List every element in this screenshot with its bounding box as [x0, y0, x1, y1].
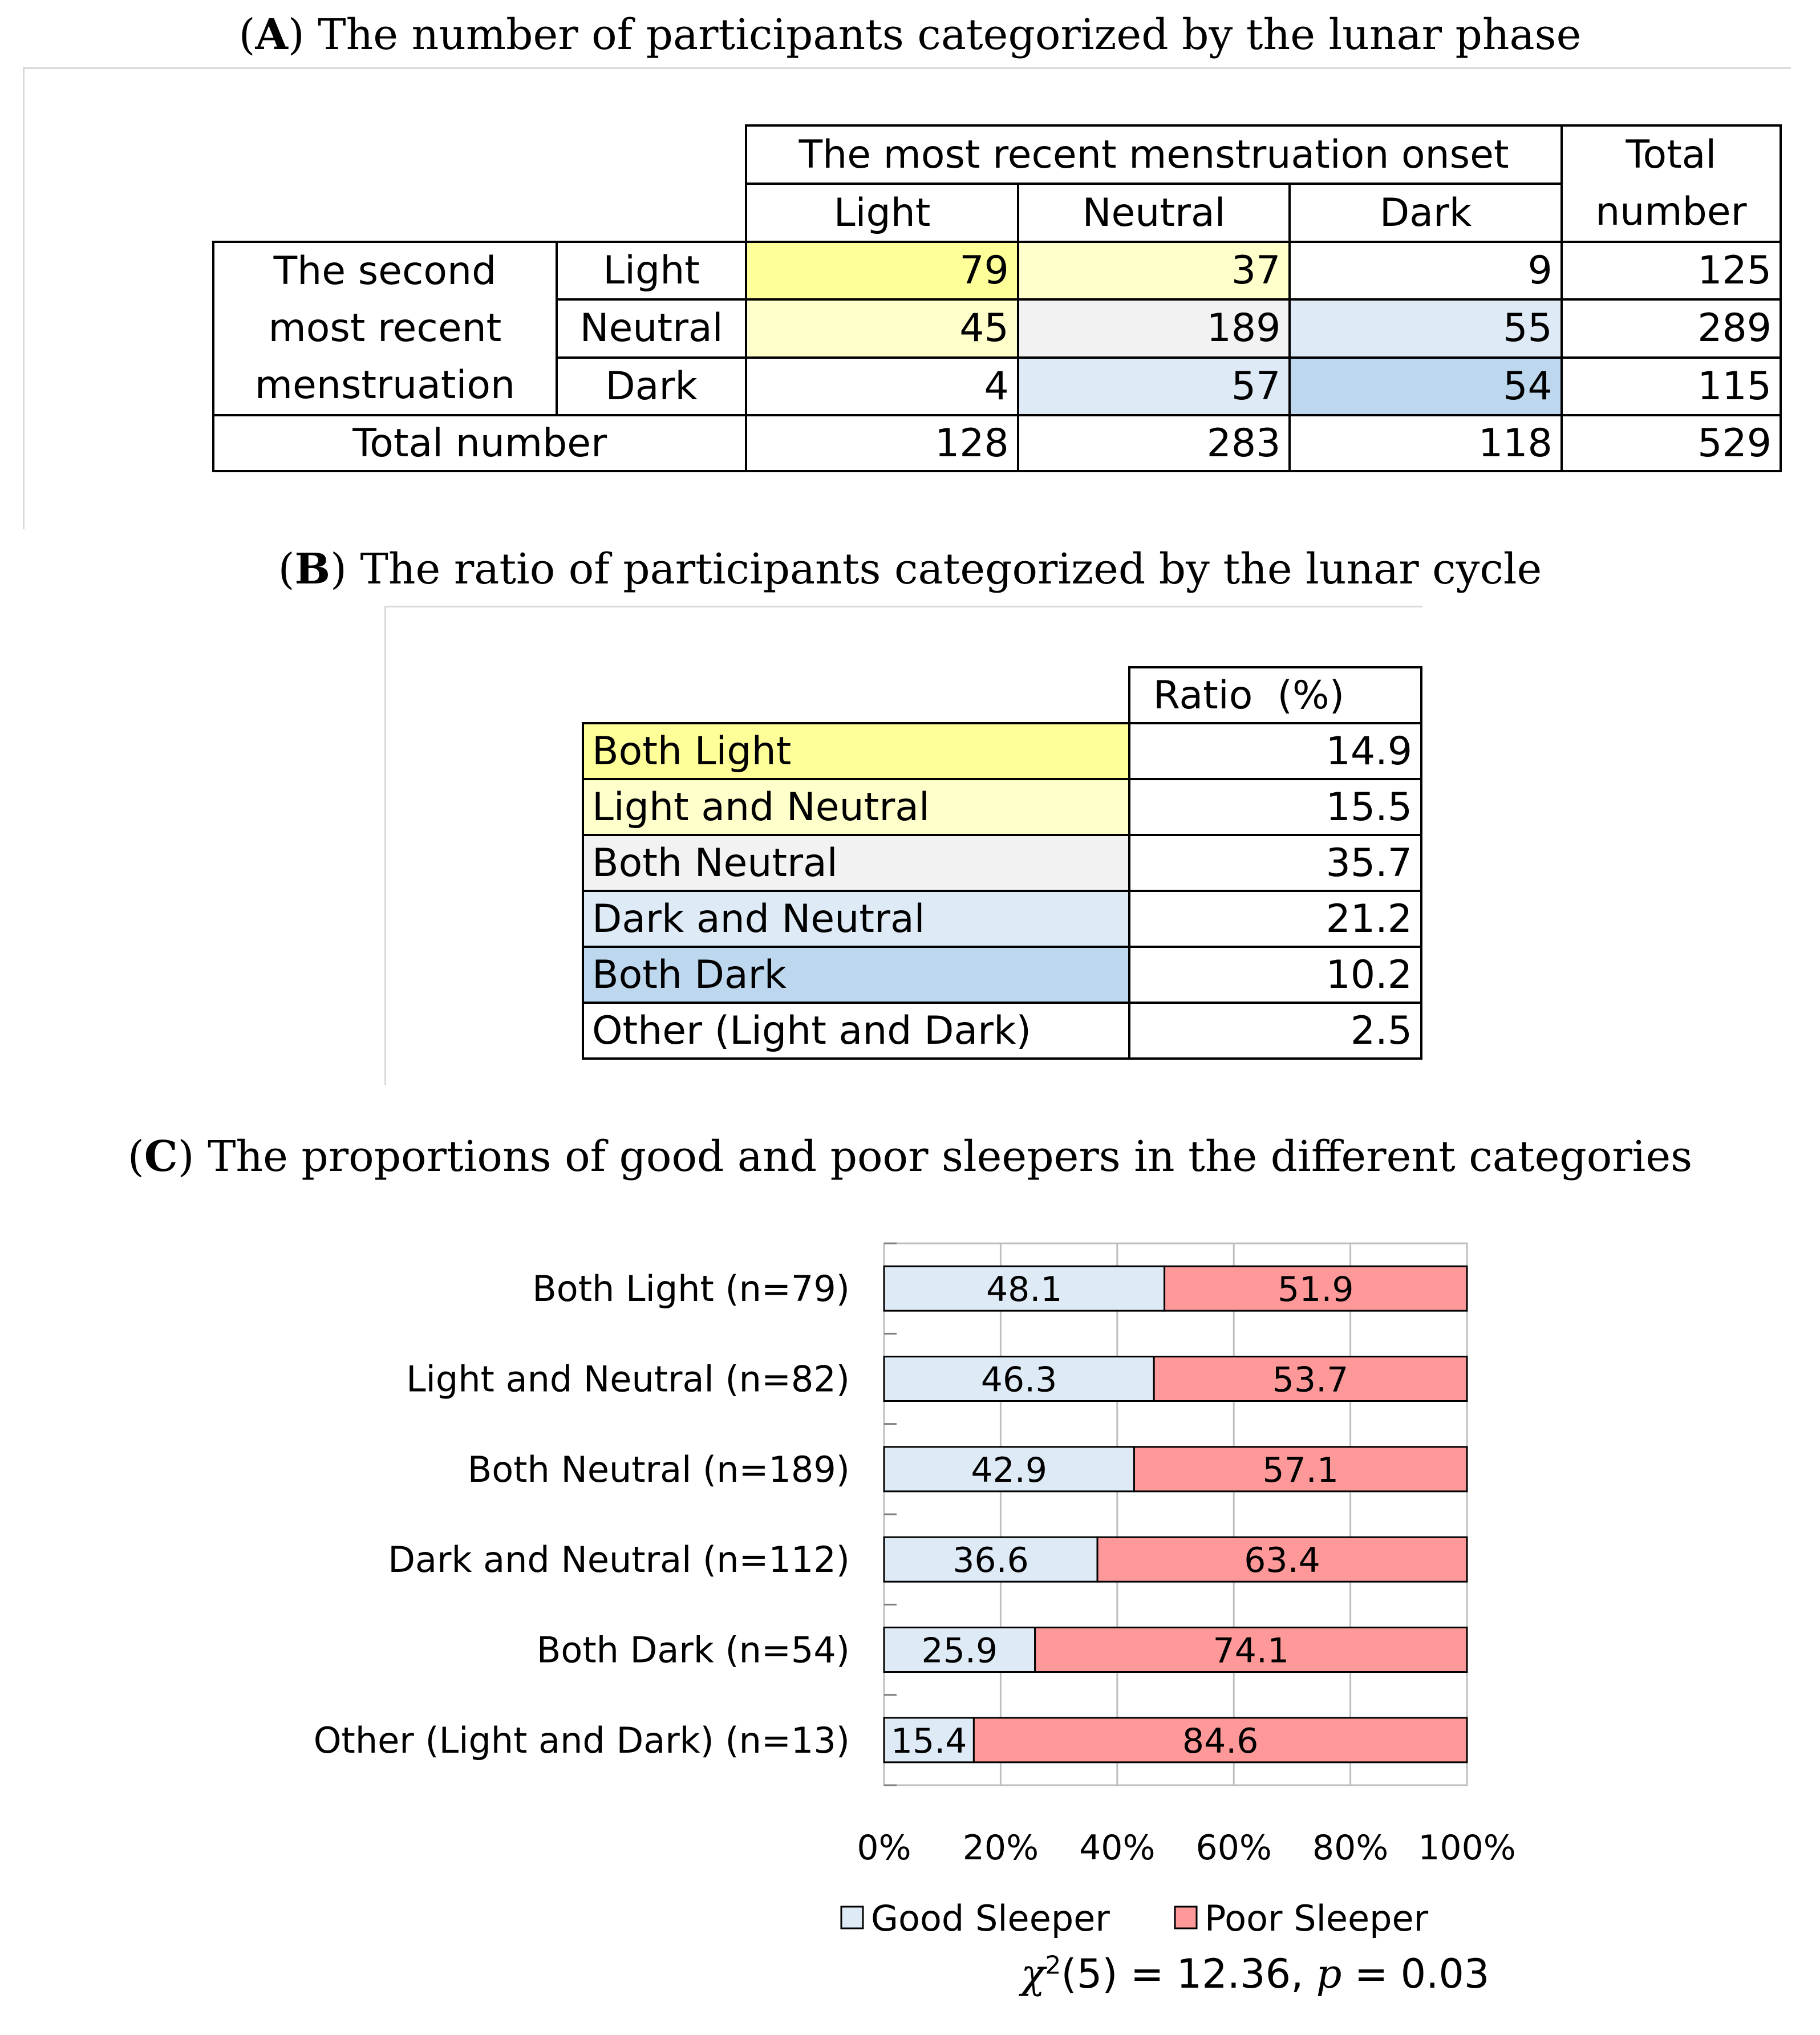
data-label: 84.6	[1182, 1721, 1259, 1761]
category-label: Dark and Neutral (n=112)	[388, 1539, 850, 1581]
ratio-value: 35.7	[1129, 835, 1421, 891]
total-cell: 283	[1018, 415, 1290, 471]
total-cell: 118	[1290, 415, 1561, 471]
ratio-row-label: Both Light	[583, 723, 1129, 779]
category-label: Light and Neutral (n=82)	[406, 1358, 850, 1400]
panel-a-frame-left	[23, 67, 25, 529]
data-label: 53.7	[1272, 1360, 1349, 1400]
row-header-light: Light	[557, 242, 747, 299]
category-label: Both Neutral (n=189)	[467, 1448, 850, 1490]
data-label: 36.6	[952, 1541, 1029, 1581]
row-header-neutral: Neutral	[557, 299, 747, 357]
table-cell: 189	[1018, 299, 1290, 357]
row-total-cell: 289	[1562, 299, 1781, 357]
ratio-row-label: Light and Neutral	[583, 779, 1129, 835]
category-label: Both Light (n=79)	[532, 1268, 850, 1310]
x-tick-label: 0%	[857, 1828, 911, 1868]
legend-swatch-poor	[1175, 1907, 1197, 1928]
panel-a-frame-top	[23, 67, 1791, 69]
data-label: 74.1	[1213, 1631, 1290, 1671]
row-total-cell: 115	[1562, 358, 1781, 415]
ratio-value: 10.2	[1129, 947, 1421, 1003]
col-header-neutral: Neutral	[1018, 184, 1290, 242]
row-header-dark: Dark	[557, 358, 747, 415]
data-label: 15.4	[890, 1721, 967, 1761]
panel-a-title: (A) The number of participants categorized by the lunar phase	[238, 10, 1582, 59]
category-label: Other (Light and Dark) (n=13)	[313, 1719, 850, 1761]
data-label: 48.1	[986, 1270, 1063, 1310]
legend-label: Poor Sleeper	[1205, 1898, 1429, 1939]
table-cell: 54	[1290, 358, 1561, 415]
table-cell: 55	[1290, 299, 1561, 357]
total-row-header: Total number	[213, 415, 746, 471]
col-header-dark: Dark	[1290, 184, 1561, 242]
col-header-light: Light	[746, 184, 1018, 242]
table-cell: 9	[1290, 242, 1561, 299]
ratio-value: 14.9	[1129, 723, 1421, 779]
row-group-header: The second most recent menstruation	[213, 242, 557, 415]
data-label: 63.4	[1244, 1541, 1320, 1581]
participants-count-table	[212, 124, 1782, 472]
table-cell: 4	[746, 358, 1018, 415]
panel-b-frame-top	[384, 606, 1422, 607]
x-tick-label: 80%	[1312, 1828, 1389, 1868]
legend-label: Good Sleeper	[871, 1898, 1110, 1939]
x-tick-label: 100%	[1418, 1828, 1516, 1868]
data-label: 57.1	[1262, 1450, 1339, 1490]
x-tick-label: 60%	[1195, 1828, 1272, 1868]
ratio-header: Ratio (%)	[1129, 667, 1421, 723]
ratio-value: 21.2	[1129, 891, 1421, 947]
ratio-value: 15.5	[1129, 779, 1421, 835]
x-tick-label: 40%	[1079, 1828, 1156, 1868]
data-label: 42.9	[971, 1450, 1048, 1490]
table-cell: 45	[746, 299, 1018, 357]
ratio-value: 2.5	[1129, 1003, 1421, 1059]
chi-square-statistic: $\chi^2(5) = 12.36$, p = 0.03	[1021, 1951, 1490, 1997]
legend-swatch-good	[841, 1907, 863, 1928]
data-label: 51.9	[1277, 1270, 1354, 1310]
table-cell: 79	[746, 242, 1018, 299]
total-cell: 128	[746, 415, 1018, 471]
ratio-row-label: Other (Light and Dark)	[583, 1003, 1129, 1059]
ratio-row-label: Both Neutral	[583, 835, 1129, 891]
ratio-row-label: Dark and Neutral	[583, 891, 1129, 947]
participants-ratio-table	[582, 666, 1422, 1060]
row-total-cell: 125	[1562, 242, 1781, 299]
panel-b-frame-left	[384, 606, 386, 1085]
total-number-header: Total number	[1562, 125, 1781, 242]
panel-c-title: (C) The proportions of good and poor sleepers in the different categories	[127, 1132, 1693, 1181]
data-label: 46.3	[980, 1360, 1057, 1400]
ratio-row-label: Both Dark	[583, 947, 1129, 1003]
table-cell: 37	[1018, 242, 1290, 299]
plot-area	[884, 1243, 1467, 1785]
sleeper-proportion-chart	[0, 1186, 1820, 1945]
panel-b-title: (B) The ratio of participants categorized by the lunar cycle	[278, 545, 1542, 594]
table-cell: 57	[1018, 358, 1290, 415]
category-label: Both Dark (n=54)	[536, 1629, 850, 1671]
col-group-header: The most recent menstruation onset	[746, 125, 1561, 184]
x-tick-label: 20%	[962, 1828, 1039, 1868]
grand-total-cell: 529	[1562, 415, 1781, 471]
data-label: 25.9	[921, 1631, 998, 1671]
